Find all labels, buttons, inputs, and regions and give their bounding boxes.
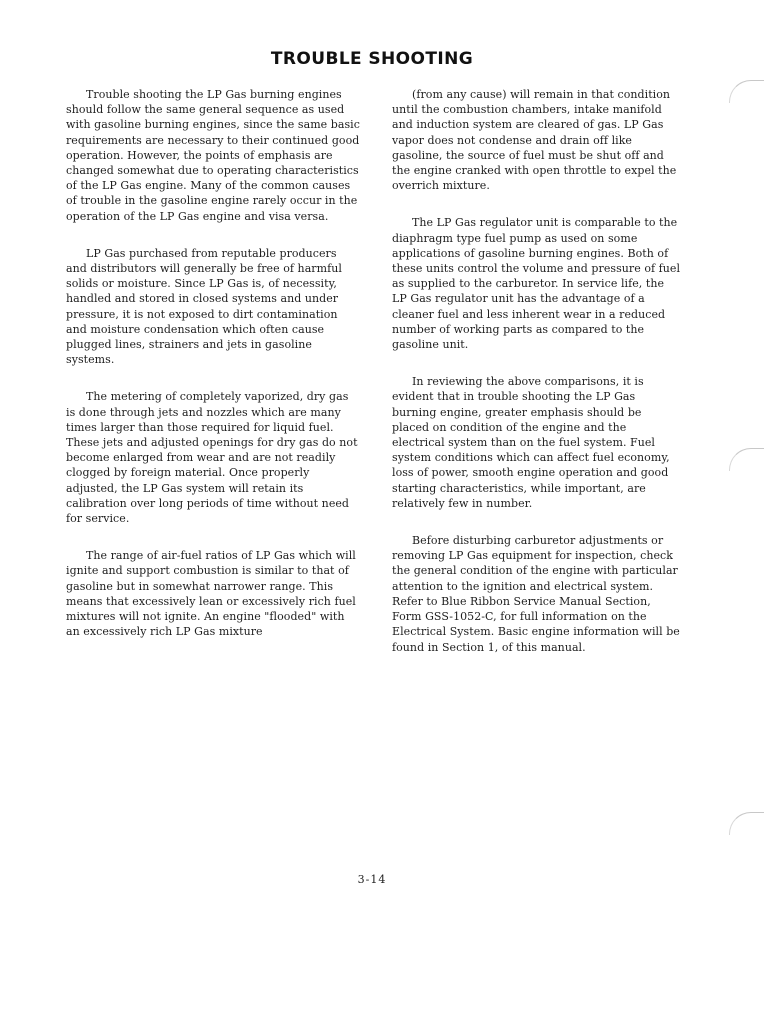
right-column (392, 87, 682, 677)
page-number: 3-14 (357, 873, 387, 886)
binder-hole-mark (729, 80, 764, 103)
paragraph: The metering of completely vaporized, dry gas is done through jets and nozzles which are many times larger than those required for liquid fuel. These jets and adjusted openings for dry gas do not become enlarged from wear and are not readily clogged by foreign material. Once properly adjusted, the LP Gas system will retain its calibration over long periods of time without need for service. (66, 390, 358, 526)
paragraph: Before disturbing carburetor adjustments or removing LP Gas equipment for inspection, check the general condition of the engine with particular attention to the ignition and electrical system. Refer to Blue Ribbon Service Manual Section, Form GSS-1052-C, for full information on the Electrical System. Basic engine information will be found in Section 1, of this manual. (392, 534, 680, 654)
paragraph: In reviewing the above comparisons, it is evident that in trouble shooting the LP Gas burning engine, greater emphasis should be placed on condition of the engine and the electrical system than on the fuel system. Fuel system conditions which can affect fuel economy, loss of power, smooth engine operation and good starting characteristics, while important, are relatively few in number. (392, 375, 670, 510)
paragraph: (from any cause) will remain in that condition until the combustion chambers, intake manifold and induction system are cleared of gas. LP Gas vapor does not condense and drain off like gasoline, the source of fuel must be shut off and the engine cranked with open throttle to expel the overrich mixture. (392, 88, 677, 193)
left-column (66, 87, 360, 662)
paragraph: The range of air-fuel ratios of LP Gas which will ignite and support combustion is similar to that of gasoline but in somewhat narrower range. This means that excessively lean or excessively rich fuel mixtures will not ignite. An engine "flooded" with an excessively rich LP Gas mixture (66, 549, 356, 639)
page-title: TROUBLE SHOOTING (270, 49, 474, 69)
paragraph: The LP Gas regulator unit is comparable to the diaphragm type fuel pump as used on some applications of gasoline burning engines. Both of these units control the volume and pressure of fuel as supplied to the carburetor. In service life, the LP Gas regulator unit has the advantage of a cleaner fuel and less inherent wear in a reduced number of working parts as compared to the gasoline unit. (392, 216, 681, 352)
binder-hole-mark (729, 448, 764, 471)
binder-hole-mark (729, 812, 764, 835)
paragraph: Trouble shooting the LP Gas burning engines should follow the same general sequence as used with gasoline burning engines, since the same basic requirements are necessary to their continued good operation. However, the points of emphasis are changed somewhat due to operating characteristics of the LP Gas engine. Many of the common causes of trouble in the gasoline engine rarely occur in the operation of the LP Gas engine and visa versa. (66, 88, 360, 223)
paragraph: LP Gas purchased from reputable producers and distributors will generally be free of harmful solids or moisture. Since LP Gas is, of necessity, handled and stored in closed systems and under pressure, it is not exposed to dirt contamination and moisture condensation which often cause plugged lines, strainers and jets in gasoline systems. (66, 246, 342, 367)
